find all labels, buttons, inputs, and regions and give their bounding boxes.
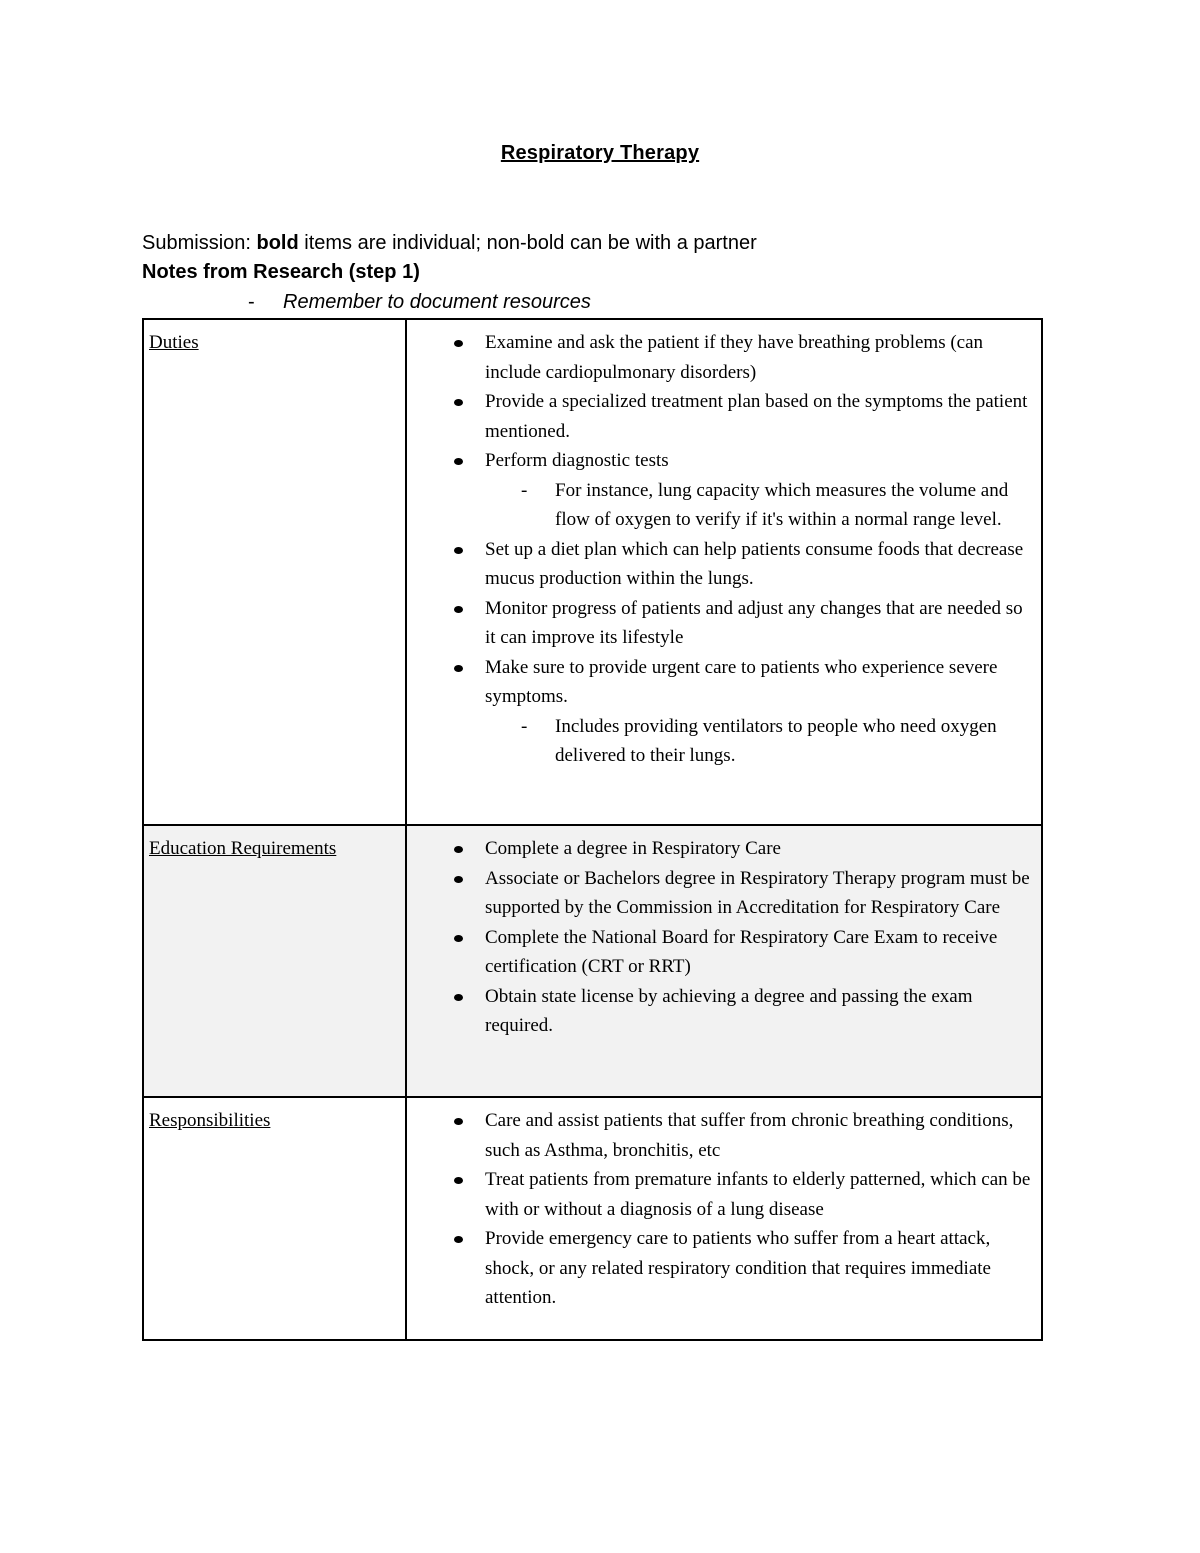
- list-item: Perform diagnostic tests - For instance, lung capacity which measures the volume and flow of oxygen to verify if it's within a normal range level.: [485, 446, 1035, 535]
- responsibilities-list: [407, 1106, 1035, 1313]
- list-item: Associate or Bachelors degree in Respiratory Therapy program must be supported by the Commission in Accreditation for Respiratory Care: [485, 864, 1035, 923]
- submission-note: [142, 230, 757, 256]
- list-item: Provide emergency care to patients who suffer from a heart attack, shock, or any related respiratory condition that requires immediate attention.: [485, 1224, 1035, 1313]
- responsibilities-label-cell: [143, 1097, 406, 1340]
- responsibilities-label: Responsibilities: [149, 1110, 271, 1131]
- notes-heading: Notes from Research (step 1): [142, 261, 420, 283]
- list-item: Examine and ask the patient if they have breathing problems (can include cardiopulmonary disorders): [485, 328, 1035, 387]
- submission-prefix: Submission:: [142, 232, 257, 254]
- document-title: Respiratory Therapy: [500, 142, 700, 164]
- duties-label: Duties: [149, 332, 199, 353]
- list-item: Care and assist patients that suffer from chronic breathing conditions, such as Asthma, bronchitis, etc: [485, 1106, 1035, 1165]
- list-item: Complete a degree in Respiratory Care: [485, 834, 1035, 864]
- reminder-text: Remember to document resources: [283, 291, 591, 313]
- duties-content-cell: [406, 319, 1042, 825]
- education-label-cell: [143, 825, 406, 1097]
- duties-label-cell: [143, 319, 406, 825]
- list-item: Obtain state license by achieving a degree and passing the exam required.: [485, 982, 1035, 1041]
- education-content-cell: [406, 825, 1042, 1097]
- duties-list: [407, 328, 1035, 771]
- submission-suffix: items are individual; non-bold can be with a partner: [298, 232, 757, 254]
- table-row-duties: [143, 319, 1042, 825]
- research-notes-table: [142, 318, 1043, 1341]
- table-row-responsibilities: [143, 1097, 1042, 1340]
- submission-bold-word: bold: [256, 232, 299, 254]
- reminder-line: [248, 289, 591, 315]
- responsibilities-content-cell: [406, 1097, 1042, 1340]
- list-item: Set up a diet plan which can help patients consume foods that decrease mucus production within the lungs.: [485, 535, 1035, 594]
- duties-sub-list: [485, 476, 1035, 535]
- list-item: Make sure to provide urgent care to patients who experience severe symptoms. - Includes providing ventilators to people who need oxygen delivered to their lungs.: [485, 653, 1035, 771]
- sub-list-item: - Includes providing ventilators to people who need oxygen delivered to their lungs.: [555, 712, 1035, 771]
- education-label: Education Requirements: [149, 838, 337, 859]
- list-item: Monitor progress of patients and adjust any changes that are needed so it can improve its lifestyle: [485, 594, 1035, 653]
- duties-sub-list: [485, 712, 1035, 771]
- list-item: Complete the National Board for Respiratory Care Exam to receive certification (CRT or RRT): [485, 923, 1035, 982]
- list-item: Provide a specialized treatment plan based on the symptoms the patient mentioned.: [485, 387, 1035, 446]
- education-list: [407, 834, 1035, 1041]
- list-item: Treat patients from premature infants to elderly patterned, which can be with or without a diagnosis of a lung disease: [485, 1165, 1035, 1224]
- sub-list-item: - For instance, lung capacity which measures the volume and flow of oxygen to verify if it's within a normal range level.: [555, 476, 1035, 535]
- reminder-dash: -: [248, 291, 255, 313]
- table-row-education: [143, 825, 1042, 1097]
